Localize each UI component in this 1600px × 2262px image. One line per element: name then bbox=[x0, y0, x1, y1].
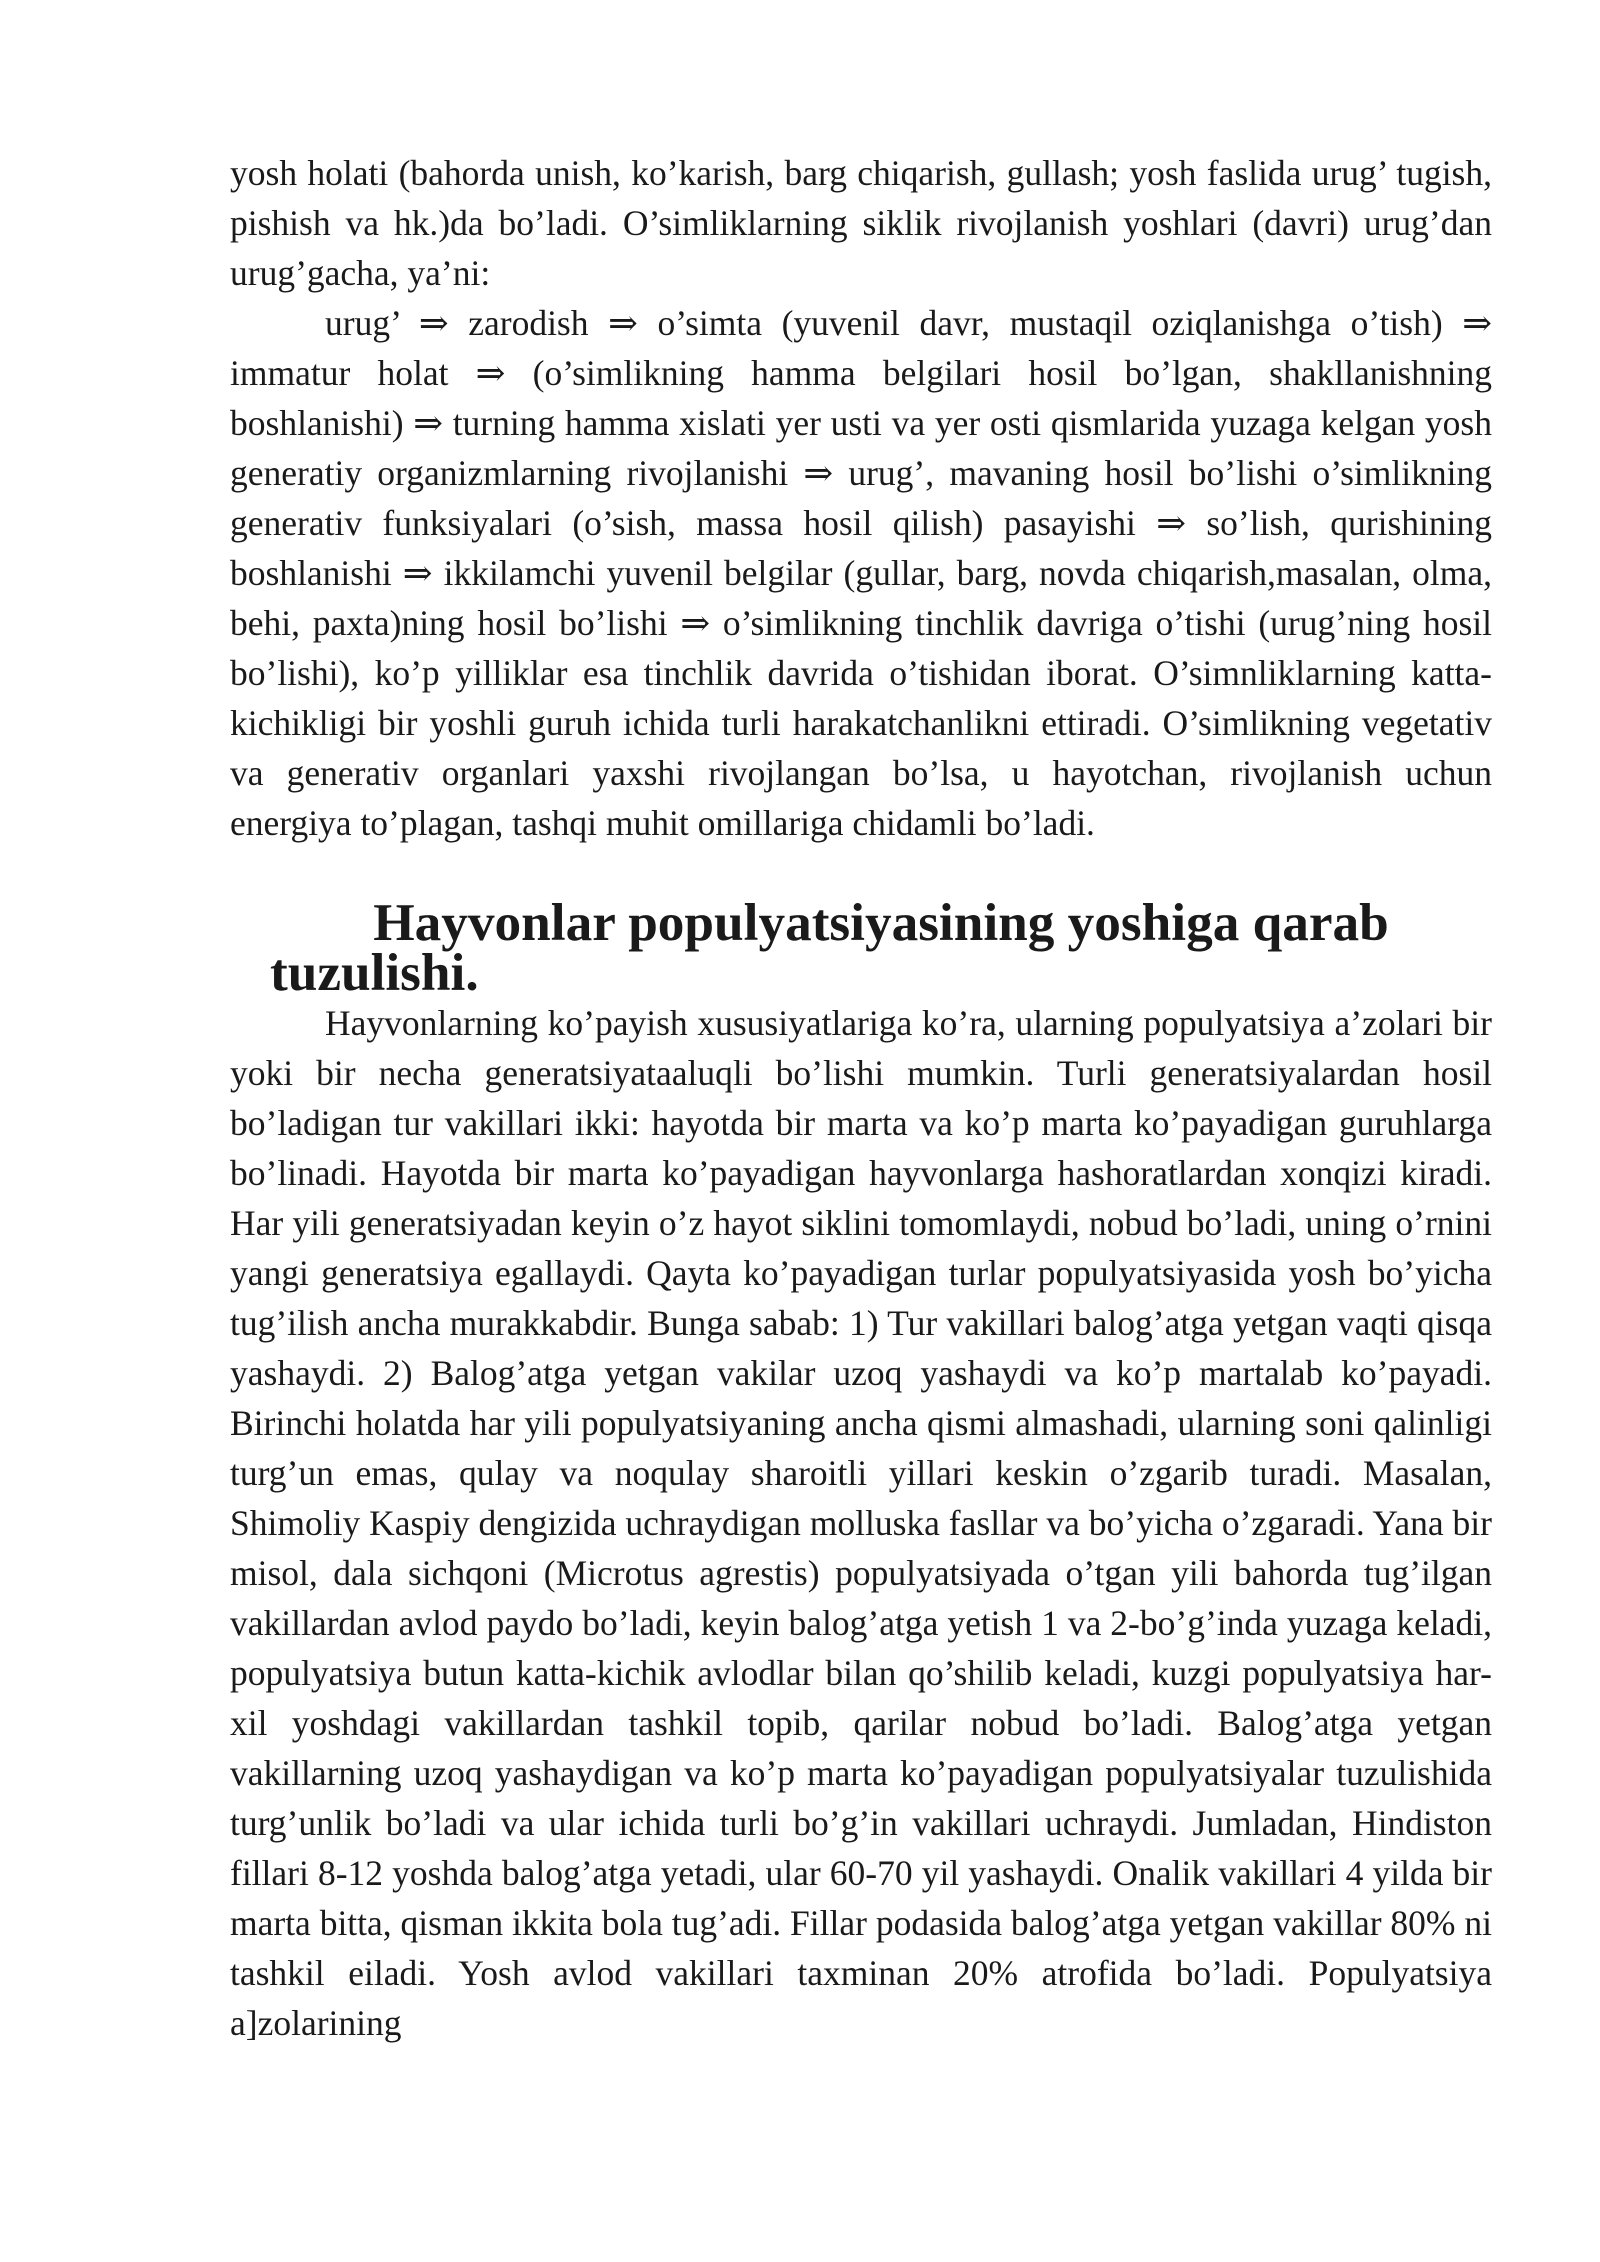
document-page bbox=[230, 148, 1492, 2048]
paragraph-animal-population-age-structure: Hayvonlarning ko’payish xususiyatlariga ko’ra, ularning populyatsiya a’zolari bir yoki bir necha generatsiyataaluqli bo’lishi mumkin. Turli generatsiyalardan hosil bo’ladigan tur vakillari ikki: hayotda bir marta va ko’p marta ko’payadigan guruhlarga bo’linadi. Hayotda bir marta ko’payadigan hayvonlarga hashoratlardan xonqizi kiradi. Har yili generatsiyadan keyin o’z hayot siklini tomomlaydi, nobud bo’ladi, uning o’rnini yangi generatsiya egallaydi. Qayta ko’payadigan turlar populyatsiyasida yosh bo’yicha tug’ilish ancha murakkabdir. Bunga sabab: 1) Tur vakillari balog’atga yetgan vaqti qisqa yashaydi. 2) Balog’atga yetgan vakilar uzoq yashaydi va ko’p martalab ko’payadi. Birinchi holatda har yili populyatsiyaning ancha qismi almashadi, ularning soni qalinligi turg’un emas, qulay va noqulay sharoitli yillari keskin o’zgarib turadi. Masalan, Shimoliy Kaspiy dengizida uchraydigan molluska fasllar va bo’yicha o’zgaradi. Yana bir misol, dala sichqoni (Microtus agrestis) populyatsiyada o’tgan yili bahorda tug’ilgan vakillardan avlod paydo bo’ladi, keyin balog’atga yetish 1 va 2-bo’g’inda yuzaga keladi, populyatsiya butun katta-kichik avlodlar bilan qo’shilib keladi, kuzgi populyatsiya har-xil yoshdagi vakillardan tashkil topib, qarilar nobud bo’ladi. Balog’atga yetgan vakillarning uzoq yashaydigan va ko’p marta ko’payadigan populyatsiyalar tuzulishida turg’unlik bo’ladi va ular ichida turli bo’g’in vakillari uchraydi. Jumladan, Hindiston fillari 8-12 yoshda balog’atga yetadi, ular 60-70 yil yashaydi. Onalik vakillari 4 yilda bir marta bitta, qisman ikkita bola tug’adi. Fillar podasida balog’atga yetgan vakillar 80% ni tashkil eiladi. Yosh avlod vakillari taxminan 20% atrofida bo’ladi. Populyatsiya a]zolarining bbox=[230, 1003, 1492, 2043]
section-heading: Hayvonlar populyatsiyasining yoshiga qarab tuzulishi. bbox=[270, 893, 1389, 1002]
paragraph-plant-age-states: yosh holati (bahorda unish, ko’karish, barg chiqarish, gullash; yosh faslida urug’ tugish, pishish va hk.)da bo’ladi. O’simliklarning siklik rivojlanish yoshlari (davri) urug’dan urug’gacha, ya’ni: bbox=[230, 153, 1492, 293]
paragraph-plant-development-cycle: urug’ ⇒ zarodish ⇒ o’simta (yuvenil davr, mustaqil oziqlanishga o’tish) ⇒ immatur holat ⇒ (o’simlikning hamma belgilari hosil bo’lgan, shakllanishning boshlanishi) ⇒ turning hamma xislati yer usti va yer osti qismlarida yuzaga kelgan yosh generatiy organizmlarning rivojlanishi ⇒ urug’, mavaning hosil bo’lishi o’simlikning generativ funksiyalari (o’sish, massa hosil qilish) pasayishi ⇒ so’lish, qurishining boshlanishi ⇒ ikkilamchi yuvenil belgilar (gullar, barg, novda chiqarish,masalan, olma, behi, paxta)ning hosil bo’lishi ⇒ o’simlikning tinchlik davriga o’tishi (urug’ning hosil bo’lishi), ko’p yilliklar esa tinchlik davrida o’tishidan iborat. O’simnliklarning katta-kichikligi bir yoshli guruh ichida turli harakatchanlikni ettiradi. O’simlikning vegetativ va generativ organlari yaxshi rivojlangan bo’lsa, u hayotchan, rivojlanish uchun energiya to’plagan, tashqi muhit omillariga chidamli bo’ladi. bbox=[230, 303, 1492, 843]
